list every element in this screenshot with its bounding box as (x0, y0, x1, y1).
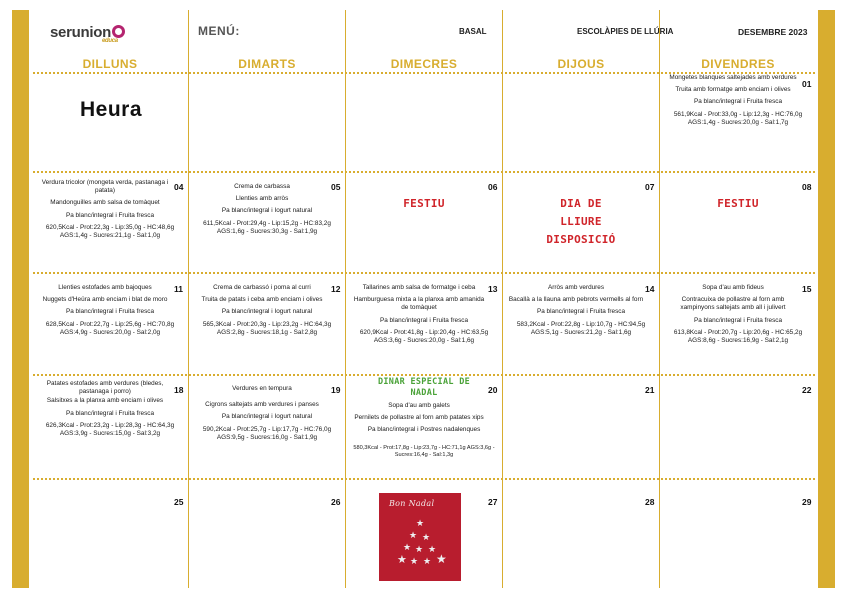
holiday-label: FESTIU (717, 197, 759, 210)
menu-type: BASAL (459, 27, 487, 36)
grid-hline (33, 272, 815, 274)
first-course: Mongetes blanques saltejades amb verdures (669, 74, 797, 81)
day-number: 05 (331, 182, 341, 192)
nutrition-info: 611,5Kcal - Prot:29,4g - Lip:15,2g - HC:83,2g AGS:1,6g - Sucres:30,3g - Sal:1,9g (203, 219, 331, 235)
first-course: Arròs amb verdures (547, 284, 605, 291)
bread-dessert: Pa blanc/integral i Iogurt natural (221, 207, 313, 215)
first-course: Sopa d'au amb galets (388, 402, 450, 409)
nutrition-info: 580,3Kcal - Prot:17,8g - Lip:23,7g - HC:71,1g AGS:3,6g - Sucres:16,4g - Sal:1,3g (353, 444, 495, 458)
nutrition-info: 590,2Kcal - Prot:25,7g - Lip:17,7g - HC:76,0g AGS:9,5g - Sucres:16,0g - Sal:1,9g (202, 425, 332, 441)
day-number: 28 (645, 497, 655, 507)
bread-dessert: Pa blanc/integral i Fruita fresca (693, 316, 783, 324)
bread-dessert: Pa blanc/integral i Fruita fresca (65, 211, 155, 219)
grid-hline (33, 171, 815, 173)
day-thursday: DIJOUS (557, 57, 605, 71)
day-friday: DIVENDRES (701, 57, 775, 71)
nutrition-info: 613,8Kcal - Prot:20,7g - Lip:20,6g - HC:65,2g AGS:8,6g - Sucres:16,9g - Sal:2,1g (673, 328, 803, 345)
menu-cell (346, 377, 502, 459)
first-course: Crema de carbassa (234, 183, 290, 190)
second-course: Hamburguesa mixta a la planxa amb amanida de tomàquet (353, 296, 485, 312)
second-course: Nuggets d'Heüra amb enciam i blat de moro (42, 296, 168, 304)
free-day-label (503, 195, 659, 249)
nutrition-info: 628,5Kcal - Prot:22,7g - Lip:25,6g - HC:70,8g AGS:4,9g - Sucres:20,0g - Sal:2,0g (45, 320, 175, 336)
second-course: Salsitxes a la planxa amb enciam i olives (46, 397, 164, 405)
day-number: 26 (331, 497, 341, 507)
day-number: 15 (802, 284, 812, 294)
menu-cell (32, 380, 188, 438)
day-number: 21 (645, 385, 655, 395)
day-number: 22 (802, 385, 812, 395)
month-label: DESEMBRE 2023 (738, 27, 808, 37)
day-number: 07 (645, 182, 655, 192)
star-icon: ★ (422, 532, 431, 542)
day-number: 08 (802, 182, 812, 192)
day-number: 13 (488, 284, 498, 294)
bread-dessert: Pa blanc/integral i Fruita fresca (693, 98, 783, 106)
menu-cell (660, 284, 816, 345)
nutrition-info: 561,9Kcal - Prot:33,0g - Lip:12,3g - HC:76,0g AGS:1,4g - Sucres:20,0g - Sal:1,7g (673, 110, 803, 126)
bread-dessert: Pa blanc/integral i Fruita fresca (65, 308, 155, 316)
day-number: 01 (802, 79, 812, 89)
left-border-bar (12, 10, 29, 588)
bread-dessert: Pa blanc/integral i Iogurt natural (221, 413, 313, 421)
second-course: Truita amb formatge amb enciam i olives (675, 86, 791, 94)
day-number: 18 (174, 385, 184, 395)
menu-cell (346, 284, 502, 345)
day-number: 14 (645, 284, 655, 294)
school-name: ESCOLÀPIES DE LLÚRIA (577, 27, 674, 36)
first-course: Sopa d'au amb fideus (702, 284, 764, 291)
star-icon: ★ (403, 542, 412, 552)
menu-cell (503, 284, 659, 337)
star-icon: ★ (428, 544, 437, 554)
second-course: Truita de patats i ceba amb enciam i olives (201, 296, 323, 304)
menu-cell (189, 183, 345, 236)
star-icon: ★ (409, 530, 418, 540)
day-number: 04 (174, 182, 184, 192)
logo-subtext: educa (102, 38, 118, 44)
second-course: Cigrons saltejats amb verdures i panses (205, 401, 319, 409)
day-monday: DILLUNS (82, 57, 138, 71)
day-number: 19 (331, 385, 341, 395)
special-title-line: DINAR ESPECIAL DE (377, 377, 471, 387)
first-course: Tallarines amb salsa de formatge i ceba (362, 284, 476, 291)
second-course: Llenties amb arròs (235, 195, 289, 203)
first-course: Llenties estofades amb bajoques (58, 284, 152, 291)
christmas-card-image (379, 493, 461, 581)
day-wednesday: DIMECRES (390, 57, 458, 71)
menu-label: MENÚ: (198, 24, 240, 38)
grid-hline (33, 374, 815, 376)
first-course: Verdura tricolor (mongeta verda, pastanaga i patata) (41, 179, 169, 195)
menu-cell (189, 284, 345, 337)
day-number: 27 (488, 497, 498, 507)
menu-cell (660, 74, 816, 127)
free-day-line: LLIURE (560, 215, 602, 228)
nutrition-info: 620,9Kcal - Prot:41,8g - Lip:20,4g - HC:63,5g AGS:3,6g - Sucres:20,0g - Sal:1,6g (359, 328, 489, 345)
second-course: Contracuixa de pollastre al forn amb xampinyons saltejats amb all i julivert (680, 296, 786, 312)
star-icon: ★ (410, 556, 419, 566)
star-icon: ★ (436, 552, 447, 566)
nutrition-info: 620,5Kcal - Prot:22,3g - Lip:35,0g - HC:48,6g AGS:1,4g - Sucres:21,1g - Sal:1,0g (45, 223, 175, 240)
right-border-bar (818, 10, 835, 588)
bread-dessert: Pa blanc/integral i Fruita fresca (65, 409, 155, 417)
star-icon: ★ (416, 518, 425, 528)
menu-cell (32, 179, 188, 240)
grid-hline (33, 478, 815, 480)
holiday-label: FESTIU (403, 197, 445, 210)
first-course: Verdures en tempura (232, 385, 292, 392)
menu-cell (32, 284, 188, 337)
second-course: Mandonguilles amb salsa de tomàquet (50, 199, 160, 207)
bread-dessert: Pa blanc/integral i Iogurt natural (221, 308, 313, 316)
free-day-line: DIA DE (560, 197, 602, 210)
second-course: Bacallà a la llauna amb pebrots vermells al forn (508, 296, 644, 304)
heura-logo: Heura (80, 98, 143, 121)
first-course: Patates estofades amb verdures (bledes, pastanaga i porro) (46, 380, 164, 396)
special-lunch-title (346, 377, 502, 399)
free-day-line: DISPOSICIÓ (546, 233, 616, 246)
bread-dessert: Pa blanc/integral i Postres nadalenques (367, 426, 481, 434)
menu-cell (189, 385, 345, 442)
serunion-logo (50, 24, 125, 44)
day-tuesday: DIMARTS (238, 57, 296, 71)
bread-dessert: Pa blanc/integral i Fruita fresca (536, 308, 626, 316)
day-number: 29 (802, 497, 812, 507)
star-icon: ★ (423, 556, 432, 566)
day-number: 12 (331, 284, 341, 294)
day-number: 25 (174, 497, 184, 507)
day-number: 06 (488, 182, 498, 192)
day-number: 20 (488, 385, 498, 395)
star-icon: ★ (397, 554, 407, 566)
bread-dessert: Pa blanc/integral i Fruita fresca (379, 316, 469, 324)
logo-text: serunion (50, 24, 111, 41)
first-course: Crema de carbassó i poma al curri (213, 284, 311, 291)
nutrition-info: 565,3Kcal - Prot:20,3g - Lip:23,2g - HC:64,3g AGS:2,8g - Sucres:18,1g - Sal:2,8g (202, 320, 332, 336)
nutrition-info: 626,3Kcal - Prot:23,2g - Lip:28,3g - HC:64,3g AGS:3,9g - Sucres:15,0g - Sal:3,2g (45, 421, 175, 438)
christmas-card-text: Bon Nadal (389, 499, 435, 508)
day-number: 11 (174, 284, 183, 294)
star-icon: ★ (415, 544, 424, 554)
logo-e-icon (112, 25, 125, 38)
second-course: Pernilets de pollastre al forn amb patates xips (354, 414, 484, 422)
special-title-line: NADAL (410, 388, 438, 398)
nutrition-info: 583,2Kcal - Prot:22,8g - Lip:10,7g - HC:94,5g AGS:5,1g - Sucres:21,2g - Sal:1,6g (516, 320, 646, 336)
